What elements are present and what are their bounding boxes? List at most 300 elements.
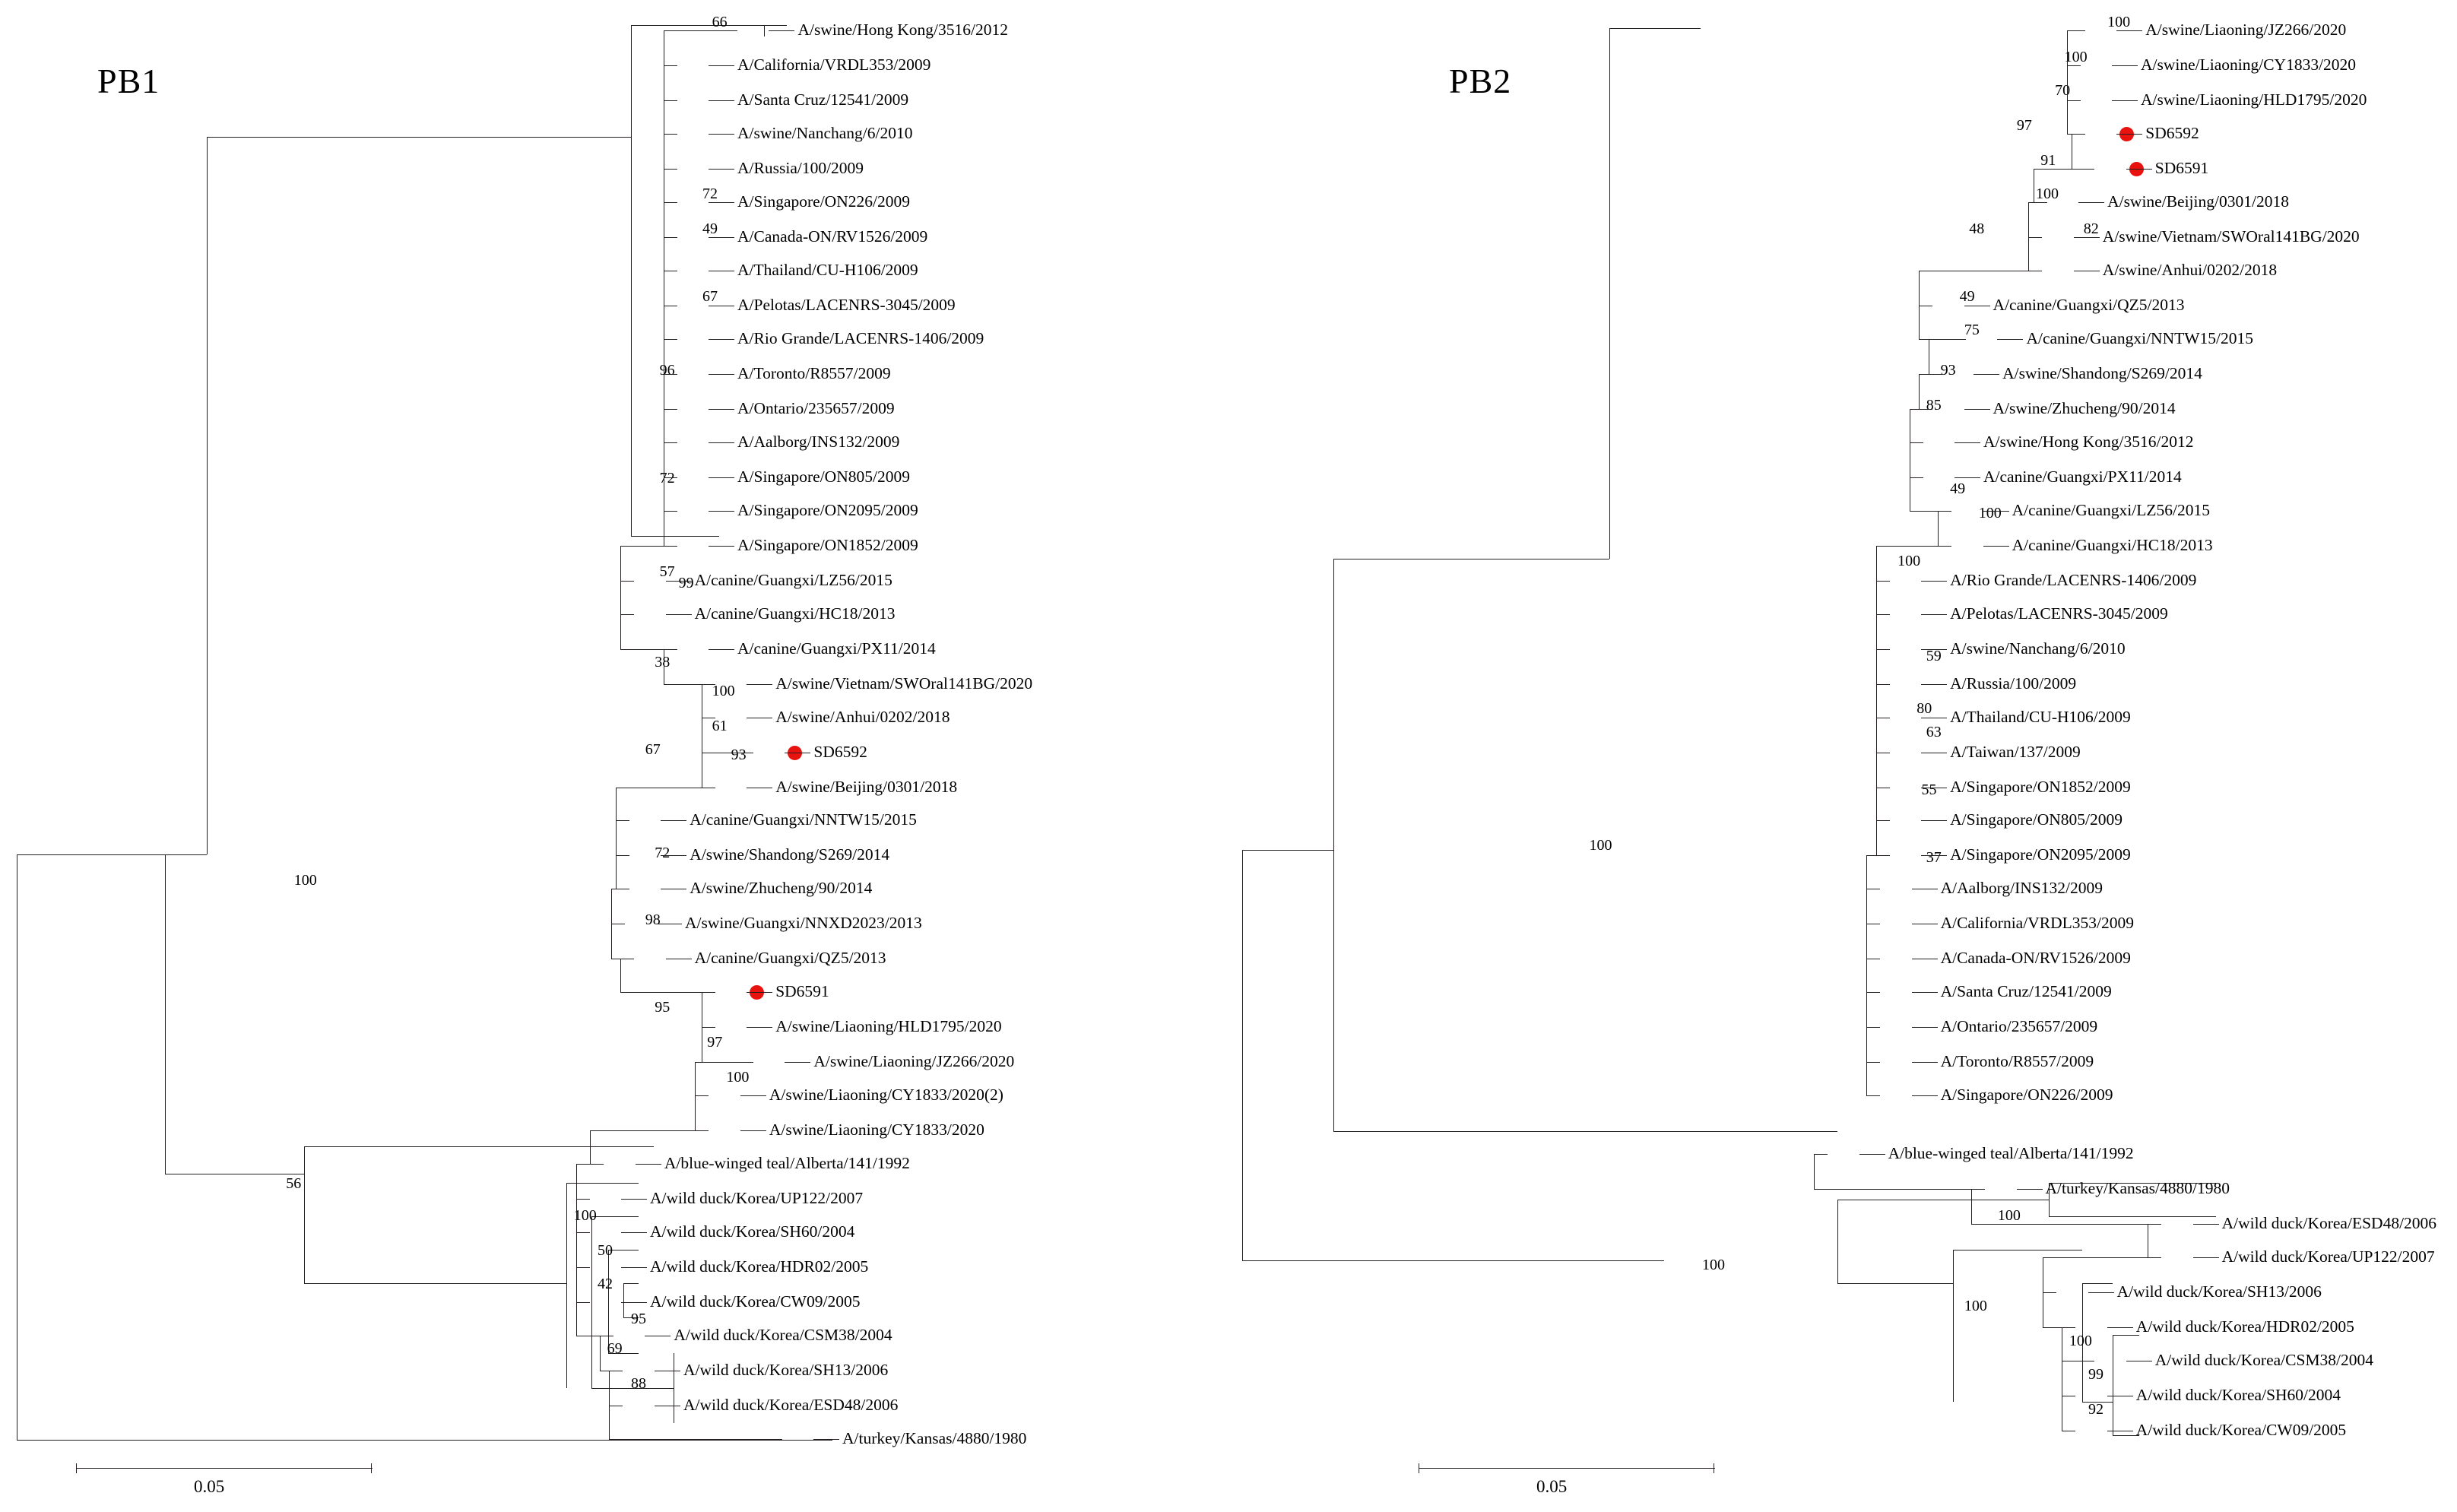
bootstrap-value: 91	[2040, 151, 2056, 169]
tree-branch	[1866, 1027, 1880, 1028]
tree-branch	[695, 1095, 696, 1130]
tree-branch	[17, 1440, 832, 1441]
tree-branch	[2078, 202, 2104, 203]
tree-branch	[709, 546, 734, 547]
tree-branch	[1876, 753, 1877, 788]
taxon-label: A/Taiwan/137/2009	[1950, 742, 2081, 761]
tree-branch	[1974, 374, 1999, 375]
tree-branch	[623, 1283, 639, 1284]
taxon-label: A/Singapore/ON1852/2009	[737, 535, 918, 554]
tree-branch	[631, 25, 764, 26]
tree-branch	[709, 477, 734, 478]
tree-branch	[576, 1199, 577, 1232]
tree-branch	[1866, 924, 1867, 959]
bootstrap-value: 69	[607, 1340, 623, 1358]
tree-branch	[1971, 1224, 2161, 1225]
tree-branch	[695, 1095, 709, 1096]
taxon-label: A/Ontario/235657/2009	[1940, 1017, 2098, 1036]
tree-branch	[740, 1130, 766, 1131]
tree-branch	[2028, 202, 2029, 237]
bootstrap-value: 56	[286, 1175, 302, 1192]
tree-branch	[2062, 1327, 2075, 1328]
tree-branch	[621, 1199, 647, 1200]
tree-branch	[608, 1250, 609, 1353]
tree-branch	[1333, 1131, 1837, 1132]
taxon-label: A/Singapore/ON805/2009	[1950, 810, 2123, 829]
bootstrap-value: 99	[2088, 1365, 2104, 1383]
bootstrap-value: 100	[573, 1206, 597, 1224]
tree-branch	[165, 854, 207, 855]
taxon-label: A/Singapore/ON805/2009	[737, 467, 910, 486]
tree-branch	[1859, 1154, 1885, 1155]
tree-branch	[1814, 1189, 1985, 1190]
tree-branch	[664, 100, 677, 101]
tree-branch	[1866, 1027, 1867, 1062]
taxon-label: A/Santa Cruz/12541/2009	[737, 90, 909, 109]
tree-branch	[1921, 649, 1947, 650]
tree-branch	[813, 1439, 839, 1440]
taxon-label: A/canine/Guangxi/HC18/2013	[2012, 535, 2213, 554]
tree-branch	[664, 339, 677, 340]
taxon-label: SD6591	[775, 982, 829, 1001]
scale-bar-pb1	[76, 1463, 395, 1498]
tree-branch	[621, 1267, 647, 1268]
tree-branch	[1919, 306, 1920, 339]
bootstrap-value: 38	[655, 654, 671, 671]
tree-branch	[2034, 169, 2095, 170]
taxon-label: A/Thailand/CU-H106/2009	[737, 261, 918, 280]
tree-branch	[304, 1146, 305, 1283]
tree-branch	[1866, 889, 1867, 924]
tree-branch	[600, 1336, 601, 1371]
taxon-label: A/wild duck/Korea/CSM38/2004	[674, 1325, 892, 1344]
bootstrap-value: 49	[702, 220, 718, 237]
tree-branch	[2072, 134, 2085, 135]
bootstrap-value: 75	[1964, 322, 1980, 339]
bootstrap-value: 85	[1926, 396, 1942, 414]
taxon-label: A/Rio Grande/LACENRS-1406/2009	[737, 329, 984, 348]
tree-branch	[764, 25, 787, 26]
tree-branch	[1912, 992, 1938, 993]
bootstrap-value: 100	[2107, 13, 2131, 30]
bootstrap-value: 97	[707, 1033, 723, 1051]
tree-branch	[2067, 30, 2085, 31]
tree-branch	[576, 1232, 590, 1233]
tree-branch	[709, 65, 734, 66]
tree-branch	[616, 788, 617, 821]
taxon-label: A/swine/Liaoning/CY1833/2020	[2140, 55, 2357, 74]
taxon-label: A/wild duck/Korea/CW09/2005	[650, 1292, 861, 1311]
tree-branch	[2028, 202, 2046, 203]
taxon-label: A/California/VRDL353/2009	[737, 55, 931, 74]
tree-branch	[2028, 237, 2029, 271]
tree-branch	[2116, 134, 2142, 135]
bootstrap-value: 49	[1959, 288, 1975, 306]
taxon-label: A/Singapore/ON2095/2009	[1950, 845, 2131, 864]
taxon-label: A/swine/Shandong/S269/2014	[690, 845, 890, 864]
taxon-label: A/swine/Nanchang/6/2010	[1950, 639, 2126, 658]
taxon-label: A/swine/Zhucheng/90/2014	[1993, 399, 2176, 417]
taxon-label: A/swine/Vietnam/SWOral141BG/2020	[2102, 227, 2360, 246]
tree-branch	[1938, 511, 1951, 512]
tree-branch	[620, 546, 621, 581]
tree-branch	[702, 684, 715, 685]
tree-branch	[764, 25, 765, 36]
taxon-label: A/canine/Guangxi/LZ56/2015	[2012, 500, 2210, 519]
tree-branch	[709, 202, 734, 203]
bootstrap-value: 100	[726, 1068, 750, 1086]
tree-branch	[1876, 820, 1890, 821]
tree-branch	[1876, 788, 1877, 821]
taxon-label: A/Singapore/ON226/2009	[1940, 1086, 2113, 1105]
tree-branch	[666, 581, 692, 582]
tree-branch	[674, 536, 719, 537]
taxon-label: A/Russia/100/2009	[737, 159, 864, 178]
tree-branch	[709, 169, 734, 170]
tree-branch	[2043, 1292, 2056, 1293]
bootstrap-value: 97	[2016, 116, 2032, 134]
tree-branch	[576, 1267, 577, 1302]
tree-branch	[609, 1371, 610, 1406]
tree-branch	[1876, 649, 1877, 684]
panel-title-pb1: PB1	[97, 62, 160, 100]
bootstrap-value: 88	[630, 1375, 646, 1393]
taxon-label: A/Ontario/235657/2009	[737, 399, 895, 417]
tree-branch	[2112, 65, 2138, 66]
tree-branch	[709, 237, 734, 238]
tree-branch	[1955, 477, 1980, 478]
tree-branch	[576, 1199, 590, 1200]
taxon-label: A/wild duck/Korea/HDR02/2005	[2135, 1317, 2354, 1336]
taxon-label: A/swine/Beijing/0301/2018	[775, 777, 958, 796]
taxon-label: A/canine/Guangxi/PX11/2014	[1983, 467, 2182, 486]
taxon-label: A/swine/Liaoning/JZ266/2020	[813, 1052, 1015, 1071]
tree-branch	[2067, 100, 2081, 101]
tree-branch	[1997, 339, 2023, 340]
tree-branch	[566, 1183, 567, 1388]
tree-branch	[1866, 959, 1867, 992]
bootstrap-value: 100	[1997, 1206, 2021, 1224]
tree-branch	[1983, 546, 2009, 547]
taxon-label: A/Aalborg/INS132/2009	[737, 432, 900, 451]
tree-branch	[1609, 28, 1610, 559]
tree-branch	[1866, 992, 1880, 993]
tree-branch	[709, 100, 734, 101]
tree-branch	[664, 202, 677, 203]
tree-branch	[2049, 1216, 2216, 1217]
bootstrap-value: 96	[659, 361, 675, 379]
bootstrap-value: 82	[2083, 220, 2099, 237]
taxon-label: A/swine/Anhui/0202/2018	[775, 707, 950, 726]
bootstrap-value: 93	[731, 746, 747, 763]
tree-branch	[1866, 1062, 1867, 1095]
tree-branch	[621, 1232, 647, 1233]
tree-branch	[664, 65, 677, 66]
bootstrap-value: 95	[630, 1310, 646, 1327]
tree-branch	[661, 855, 686, 856]
bootstrap-value: 67	[645, 741, 661, 759]
tree-branch	[1910, 477, 1923, 478]
tree-branch	[576, 1232, 577, 1267]
bootstrap-value: 70	[2055, 81, 2071, 99]
tree-branch	[2067, 65, 2068, 100]
tree-branch	[709, 409, 734, 410]
taxon-label: A/Thailand/CU-H106/2009	[1950, 707, 2131, 726]
tree-branch	[1912, 1062, 1938, 1063]
tree-branch	[1866, 992, 1867, 1027]
taxon-label: A/canine/Guangxi/QZ5/2013	[1993, 296, 2185, 315]
taxon-label: A/swine/Guangxi/NNXD2023/2013	[685, 914, 922, 933]
tree-branch	[304, 1146, 654, 1147]
tree-branch	[695, 1062, 696, 1095]
tree-branch	[664, 237, 677, 238]
bootstrap-value: 66	[712, 13, 728, 30]
tree-branch	[2148, 1224, 2161, 1225]
tree-branch	[1921, 581, 1947, 582]
bootstrap-value: 100	[2064, 48, 2088, 65]
tree-branch	[1876, 614, 1877, 649]
tree-branch	[664, 409, 677, 410]
tree-branch	[2067, 30, 2068, 65]
bootstrap-value: 100	[1701, 1256, 1725, 1273]
bootstrap-value: 67	[702, 288, 718, 306]
tree-branch	[1964, 409, 1990, 410]
bootstrap-value: 63	[1926, 724, 1942, 741]
tree-branch	[1919, 374, 1920, 409]
bootstrap-value: 100	[712, 682, 735, 699]
tree-branch	[702, 1027, 715, 1028]
tree-branch	[616, 820, 617, 855]
tree-branch	[1955, 442, 1980, 443]
tree-branch	[1919, 271, 1920, 306]
bootstrap-value: 98	[645, 911, 661, 928]
tree-branch	[1876, 684, 1890, 685]
tree-branch	[709, 134, 734, 135]
tree-branch	[631, 25, 632, 536]
tree-branch	[1242, 850, 1333, 851]
taxon-label: A/canine/Guangxi/PX11/2014	[737, 639, 936, 658]
tree-branch	[576, 1302, 577, 1336]
taxon-label: A/canine/Guangxi/NNTW15/2015	[2026, 329, 2253, 348]
taxon-label: A/Rio Grande/LACENRS-1406/2009	[1950, 570, 2197, 589]
tree-branch	[207, 137, 208, 854]
taxon-label: A/canine/Guangxi/QZ5/2013	[694, 949, 886, 968]
tree-branch	[747, 992, 772, 993]
taxon-label: A/swine/Vietnam/SWOral141BG/2020	[775, 674, 1033, 693]
tree-branch	[620, 614, 634, 615]
tree-branch	[17, 854, 165, 855]
tree-branch	[623, 1283, 624, 1317]
tree-branch	[616, 855, 629, 856]
scale-bar-pb2	[1419, 1463, 1738, 1498]
taxon-label: A/Canada-ON/RV1526/2009	[737, 227, 928, 246]
bootstrap-value: 100	[1978, 504, 2002, 521]
taxon-label: A/swine/Hong Kong/3516/2012	[797, 21, 1008, 40]
tree-branch	[1983, 511, 2009, 512]
bootstrap-value: 93	[1940, 361, 1956, 379]
panel-title-pb2: PB2	[1449, 62, 1512, 100]
tree-branch	[1971, 1189, 1985, 1190]
tree-branch	[709, 374, 734, 375]
tree-branch	[740, 1095, 766, 1096]
tree-branch	[2017, 1189, 2043, 1190]
tree-branch	[2193, 1224, 2219, 1225]
tree-branch	[304, 1283, 566, 1284]
tree-branch	[1938, 511, 1939, 546]
tree-branch	[1876, 546, 1877, 581]
taxon-label: A/wild duck/Korea/SH13/2006	[2116, 1282, 2322, 1301]
taxon-label: A/wild duck/Korea/HDR02/2005	[650, 1257, 869, 1276]
tree-branch	[609, 1439, 781, 1440]
taxon-label: A/turkey/Kansas/4880/1980	[842, 1428, 1027, 1447]
tree-branch	[1876, 581, 1877, 614]
taxon-label: A/swine/Nanchang/6/2010	[737, 124, 913, 143]
taxon-label: A/swine/Liaoning/JZ266/2020	[2145, 21, 2347, 40]
tree-branch	[702, 992, 715, 993]
tree-branch	[2193, 1257, 2219, 1258]
tree-branch	[1921, 820, 1947, 821]
scale-label-pb2: 0.05	[1536, 1477, 1568, 1496]
tree-branch	[620, 614, 621, 649]
bootstrap-value: 72	[655, 845, 671, 862]
tree-branch	[609, 1406, 610, 1439]
tree-branch	[620, 581, 621, 614]
taxon-label: A/Pelotas/LACENRS-3045/2009	[737, 296, 956, 315]
tree-branch	[207, 137, 631, 138]
bootstrap-value: 48	[1969, 220, 1985, 237]
tree-branch	[165, 854, 166, 1174]
tree-branch	[664, 649, 677, 650]
bootstrap-value: 100	[2036, 185, 2059, 202]
tree-branch	[664, 134, 677, 135]
tree-branch	[1921, 614, 1947, 615]
taxon-label: A/blue-winged teal/Alberta/141/1992	[1888, 1144, 2134, 1163]
taxon-label: A/Pelotas/LACENRS-3045/2009	[1950, 604, 2168, 623]
tree-branch	[1866, 1062, 1880, 1063]
taxon-label: A/canine/Guangxi/LZ56/2015	[694, 570, 892, 589]
tree-branch	[709, 649, 734, 650]
tree-branch	[2116, 30, 2142, 31]
tree-branch	[1876, 718, 1877, 753]
tree-branch	[1837, 1200, 1838, 1283]
tree-branch	[611, 889, 612, 924]
taxon-label: A/swine/Hong Kong/3516/2012	[1983, 432, 2194, 451]
tree-branch	[709, 442, 734, 443]
bootstrap-value: 61	[712, 717, 728, 734]
tree-branch	[664, 374, 677, 375]
tree-branch	[664, 511, 677, 512]
taxon-label: A/wild duck/Korea/SH60/2004	[650, 1222, 855, 1241]
taxon-label: SD6591	[2154, 159, 2209, 178]
tree-branch	[591, 1216, 592, 1388]
tree-branch	[1876, 546, 1952, 547]
bootstrap-value: 80	[1916, 699, 1932, 717]
tree-branch	[666, 614, 692, 615]
tree-branch	[2107, 1327, 2133, 1328]
tree-branch	[631, 536, 674, 537]
taxon-label: A/Singapore/ON1852/2009	[1950, 777, 2131, 796]
bootstrap-value: 99	[678, 574, 694, 591]
tree-branch	[709, 511, 734, 512]
tree-branch	[1814, 1154, 1828, 1155]
taxon-label: A/turkey/Kansas/4880/1980	[2045, 1179, 2230, 1198]
tree-branch	[1837, 1283, 1953, 1284]
tree-branch	[1929, 339, 1966, 340]
tree-branch	[2067, 100, 2068, 134]
bootstrap-value: 100	[293, 871, 317, 889]
taxon-label: A/Aalborg/INS132/2009	[1940, 879, 2103, 898]
tree-branch	[1242, 1260, 1664, 1261]
bootstrap-value: 92	[2088, 1400, 2104, 1418]
tree-branch	[1921, 855, 1947, 856]
tree-branch	[2088, 1292, 2114, 1293]
tree-branch	[2112, 100, 2138, 101]
taxon-label: A/swine/Zhucheng/90/2014	[690, 879, 873, 898]
taxon-label: A/wild duck/Korea/UP122/2007	[650, 1189, 864, 1207]
tree-branch	[1876, 614, 1890, 615]
taxon-label: A/blue-winged teal/Alberta/141/1992	[664, 1154, 910, 1172]
tree-branch	[1921, 684, 1947, 685]
bootstrap-value: 59	[1926, 647, 1942, 664]
taxon-label: A/wild duck/Korea/UP122/2007	[2221, 1247, 2435, 1266]
tree-branch	[1910, 442, 1923, 443]
taxon-label: A/swine/Shandong/S269/2014	[2002, 364, 2202, 382]
taxon-label: A/wild duck/Korea/CW09/2005	[2135, 1421, 2347, 1440]
bootstrap-value: 49	[1950, 480, 1966, 498]
tree-branch	[616, 855, 617, 889]
bootstrap-value: 100	[1589, 836, 1612, 854]
taxon-label: A/swine/Liaoning/CY1833/2020(2)	[769, 1086, 1003, 1105]
taxon-label: A/swine/Liaoning/HLD1795/2020	[775, 1017, 1002, 1036]
bootstrap-value: 57	[659, 563, 675, 581]
tree-branch	[1242, 850, 1243, 1260]
tree-branch	[1866, 1095, 1880, 1096]
taxon-label: A/Singapore/ON226/2009	[737, 192, 910, 211]
tree-branch	[1609, 28, 1701, 29]
tree-branch	[620, 546, 677, 547]
bootstrap-value: 72	[702, 185, 718, 202]
tree-branch	[576, 1164, 577, 1199]
taxon-label: A/California/VRDL353/2009	[1940, 914, 2134, 933]
tree-branch	[1876, 581, 1890, 582]
tree-branch	[1919, 374, 1942, 375]
taxon-label: A/wild duck/Korea/ESD48/2006	[2221, 1214, 2437, 1233]
bootstrap-value: 50	[598, 1241, 613, 1259]
tree-branch	[566, 1183, 639, 1184]
tree-branch	[620, 581, 634, 582]
tree-branch	[590, 1130, 591, 1164]
tree-branch	[620, 959, 621, 992]
tree-branch	[2126, 169, 2152, 170]
tree-branch	[747, 1027, 772, 1028]
tree-branch	[2074, 237, 2100, 238]
tree-branch	[2082, 1283, 2113, 1284]
taxon-label: A/wild duck/Korea/ESD48/2006	[683, 1395, 899, 1414]
tree-branch	[576, 1267, 590, 1268]
taxon-label: A/canine/Guangxi/HC18/2013	[694, 604, 896, 623]
tree-branch	[709, 339, 734, 340]
tree-branch	[695, 1062, 753, 1063]
taxon-label: A/swine/Liaoning/HLD1795/2020	[2140, 90, 2367, 109]
bootstrap-value: 100	[2069, 1332, 2092, 1349]
taxon-label: A/Russia/100/2009	[1950, 674, 2077, 693]
scale-label-pb1: 0.05	[194, 1477, 225, 1496]
tree-branch	[1912, 1095, 1938, 1096]
taxon-label: SD6592	[2145, 124, 2199, 143]
taxon-label: A/swine/Liaoning/CY1833/2020	[769, 1121, 984, 1140]
tree-branch	[591, 1216, 639, 1217]
bootstrap-value: 95	[655, 998, 671, 1016]
